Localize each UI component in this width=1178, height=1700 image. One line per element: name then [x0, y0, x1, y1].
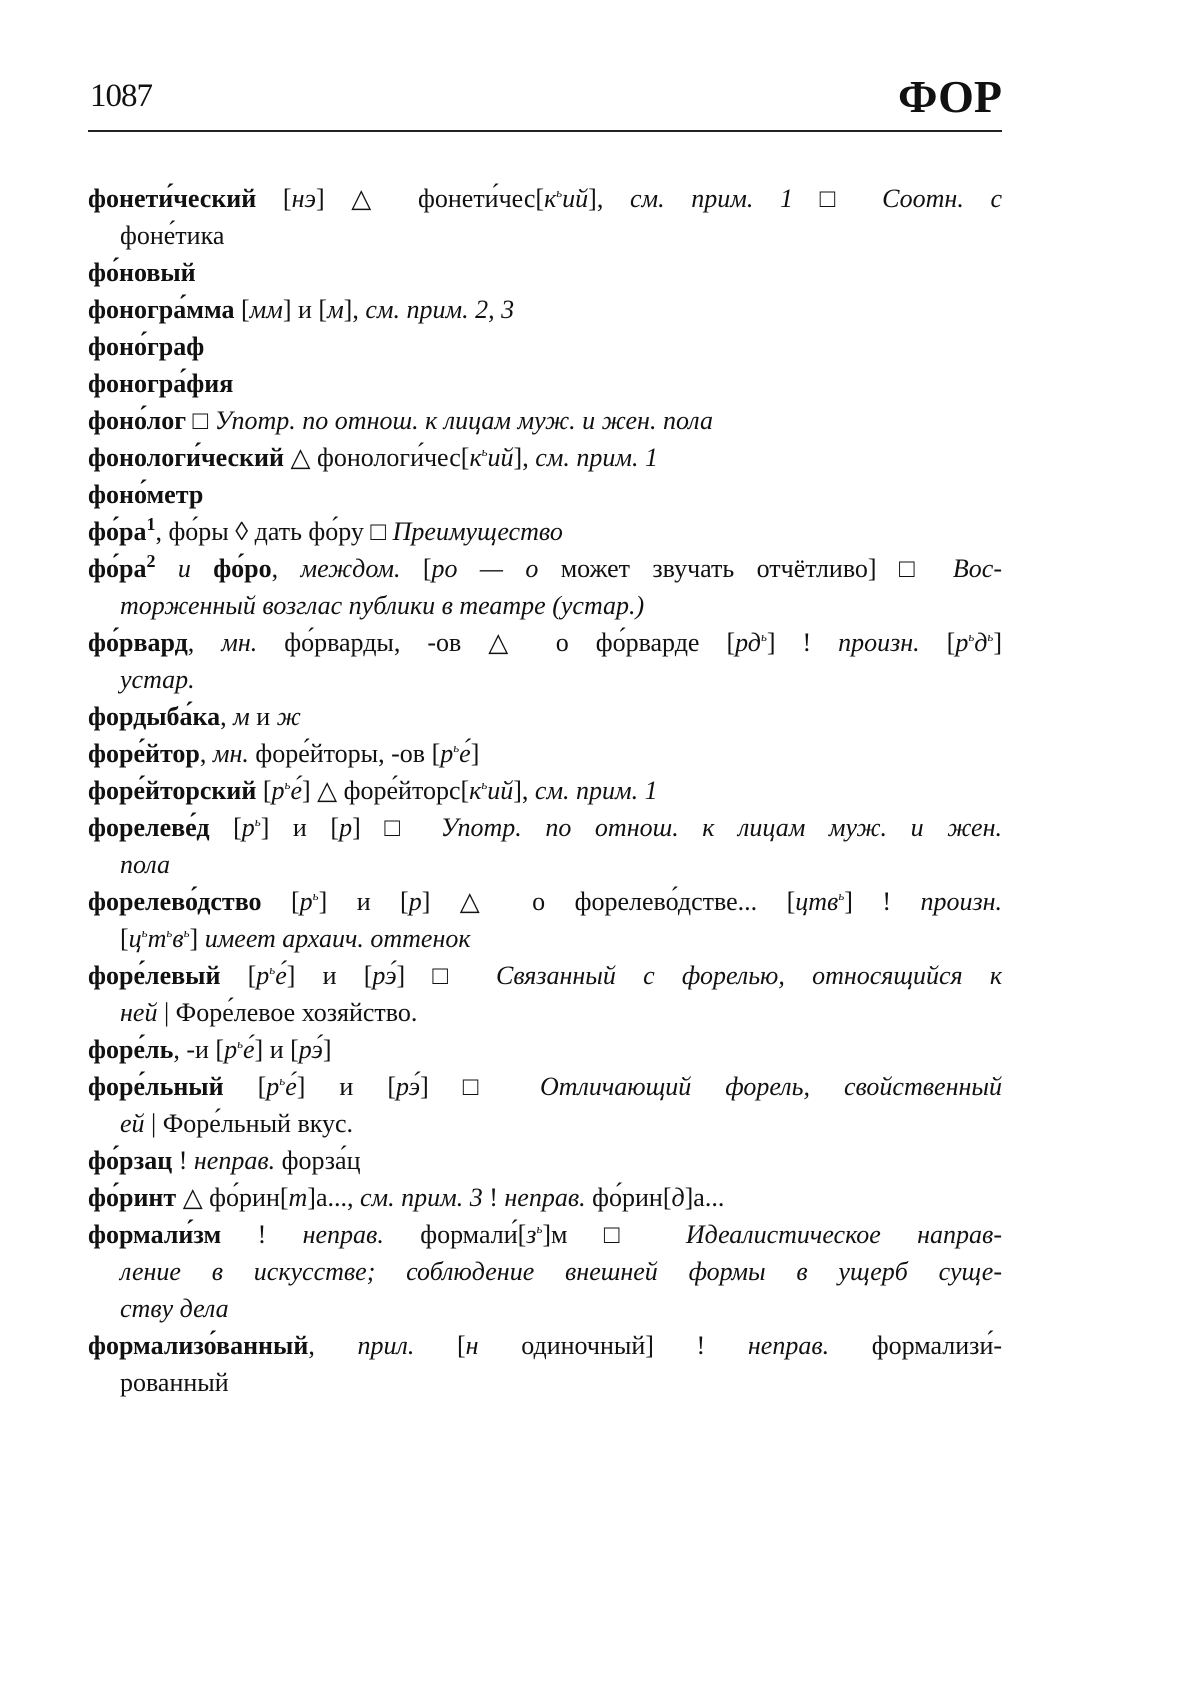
- dictionary-entry: [88, 513, 1002, 550]
- text: [: [223, 1072, 267, 1101]
- italic-text: в: [172, 924, 184, 953]
- italic-text: имеет архаич. оттенок: [204, 924, 471, 953]
- entry-continuation-line: [88, 217, 1002, 254]
- text: [: [414, 1331, 466, 1360]
- homonym-number: 1: [146, 514, 156, 534]
- text: ] □: [352, 813, 441, 842]
- entry-line: [88, 550, 1002, 587]
- softness-mark: ь: [269, 962, 276, 977]
- text: [: [120, 924, 129, 953]
- entry-line: [88, 439, 1002, 476]
- softness-mark: ь: [312, 888, 319, 903]
- italic-text: ий: [487, 443, 514, 472]
- text: !: [482, 1183, 505, 1212]
- entry-continuation-line: [88, 661, 1002, 698]
- text: [: [400, 554, 432, 583]
- text: ] и [: [260, 813, 340, 842]
- italic-text: рэ́: [372, 961, 397, 990]
- italic-text: р: [241, 813, 255, 842]
- text: одиночный] !: [478, 1331, 748, 1360]
- headword: фоногра́фия: [88, 369, 234, 398]
- italic-text: см. прим. 2, 3: [365, 295, 515, 324]
- dictionary-entry: [88, 1216, 1002, 1327]
- italic-text: т: [288, 1183, 308, 1212]
- text: ] и [: [282, 295, 328, 324]
- headword: форе́льный: [88, 1072, 224, 1101]
- softness-mark: ь: [760, 629, 767, 644]
- headword: фо́ринт: [88, 1183, 177, 1212]
- text: ]: [470, 739, 480, 768]
- text: [: [209, 813, 242, 842]
- dictionary-entry: [88, 772, 1002, 809]
- text: фо́рин[: [585, 1183, 672, 1212]
- text: [: [256, 776, 272, 805]
- italic-text: р: [224, 1035, 238, 1064]
- text: ,: [220, 702, 234, 731]
- text: может звучать отчётливо] □: [538, 554, 953, 583]
- italic-text: р: [271, 776, 285, 805]
- italic-text: неправ.: [504, 1183, 586, 1212]
- softness-mark: ь: [968, 629, 975, 644]
- text: и: [249, 702, 277, 731]
- text: ]а...: [684, 1183, 725, 1212]
- italic-text: устар.: [120, 665, 195, 694]
- italic-text: нэ: [291, 184, 316, 213]
- text: ] и [: [254, 1035, 299, 1064]
- entry-line: [88, 735, 1002, 772]
- entry-line: [88, 1068, 1002, 1105]
- headword: фо́ра: [88, 517, 147, 546]
- headword: фо́рвард: [88, 628, 188, 657]
- italic-text: ей: [120, 1109, 145, 1138]
- entry-line: [88, 772, 1002, 809]
- softness-mark: ь: [284, 777, 291, 792]
- entry-line: [88, 402, 1002, 439]
- page-number: 1087: [90, 78, 152, 114]
- softness-mark: ь: [536, 1221, 543, 1236]
- italic-text: д: [671, 1183, 685, 1212]
- text: [: [256, 184, 292, 213]
- entry-continuation-line: [88, 1290, 1002, 1327]
- italic-text: р: [299, 887, 313, 916]
- text: ] !: [766, 628, 839, 657]
- text: [: [234, 295, 250, 324]
- entry-continuation-line: [88, 846, 1002, 883]
- dictionary-entry: [88, 809, 1002, 883]
- text: ],: [513, 776, 535, 805]
- italic-text: Идеалистическое направ-: [685, 1220, 1002, 1249]
- italic-text: см. прим. 1: [629, 184, 793, 213]
- text: форза́ц: [275, 1146, 361, 1175]
- headword: формали́зм: [88, 1220, 222, 1249]
- headword: форелеве́д: [88, 813, 210, 842]
- text: форе́йторы, -ов [: [248, 739, 441, 768]
- text: ]: [189, 924, 205, 953]
- headword: фордыба́ка: [88, 702, 221, 731]
- text: ]: [993, 628, 1002, 657]
- headword: фонологи́ческий: [88, 443, 285, 472]
- dictionary-entry: [88, 180, 1002, 254]
- italic-text: е́: [459, 739, 471, 768]
- italic-text: см. прим. 1: [534, 776, 658, 805]
- text: , -и [: [173, 1035, 225, 1064]
- entry-continuation-line: [88, 1105, 1002, 1142]
- italic-text: р: [339, 813, 353, 842]
- entry-continuation-line: [88, 1253, 1002, 1290]
- italic-text: е́: [275, 961, 287, 990]
- text: ] и [: [286, 961, 373, 990]
- dictionary-entry: [88, 365, 1002, 402]
- entry-line: [88, 1142, 1002, 1179]
- text: ] △ о форелево́дстве... [: [421, 887, 796, 916]
- italic-text: мн.: [221, 628, 258, 657]
- entry-line: [88, 1327, 1002, 1364]
- text: фоне́тика: [120, 221, 225, 250]
- headword: форе́йторский: [88, 776, 257, 805]
- italic-text: ий: [562, 184, 589, 213]
- italic-text: к: [469, 443, 482, 472]
- text: !: [172, 1146, 194, 1175]
- text: △ фо́рин[: [176, 1183, 289, 1212]
- dictionary-entry: [88, 550, 1002, 624]
- italic-text: пола: [120, 850, 171, 879]
- softness-mark: ь: [237, 1036, 243, 1051]
- text: , фо́ры ◊ дать фо́ру □: [155, 517, 393, 546]
- dictionary-entry: [88, 1327, 1002, 1401]
- italic-text: з: [526, 1220, 537, 1249]
- entry-line: [88, 957, 1002, 994]
- text: □: [793, 184, 883, 213]
- italic-text: р: [408, 887, 422, 916]
- headword: форе́левый: [88, 961, 221, 990]
- italic-text: к: [544, 184, 557, 213]
- entry-line: [88, 624, 1002, 661]
- text: □: [186, 406, 215, 435]
- italic-text: см. прим. 3: [360, 1183, 483, 1212]
- italic-text: рд: [735, 628, 761, 657]
- italic-text: Соотн. с: [882, 184, 1002, 213]
- text: ]м □: [542, 1220, 686, 1249]
- dictionary-entry: [88, 1031, 1002, 1068]
- italic-text: р: [266, 1072, 280, 1101]
- headword: фо́рзац: [88, 1146, 173, 1175]
- italic-text: цтв: [795, 887, 839, 916]
- headword: фоно́граф: [88, 332, 205, 361]
- italic-text: рэ́: [395, 1072, 421, 1101]
- headword: форе́йтор: [88, 739, 200, 768]
- header-rule: [88, 130, 1002, 132]
- italic-text: мм: [249, 295, 283, 324]
- text: ]: [322, 1035, 332, 1064]
- italic-text: произн.: [838, 628, 920, 657]
- text: ] и [: [296, 1072, 396, 1101]
- entry-line: [88, 365, 1002, 402]
- italic-text: Отличающий форель, свойственный: [540, 1072, 1002, 1101]
- text: ],: [343, 295, 366, 324]
- entry-line: [88, 1179, 1002, 1216]
- italic-text: произн.: [920, 887, 1002, 916]
- softness-mark: ь: [838, 888, 845, 903]
- headword: фо́новый: [88, 258, 196, 287]
- italic-text: к: [469, 776, 482, 805]
- headword: фоногра́мма: [88, 295, 235, 324]
- italic-text: т: [147, 924, 167, 953]
- headword: формализо́ванный: [88, 1331, 309, 1360]
- text: ] !: [844, 887, 921, 916]
- dictionary-entry: [88, 1142, 1002, 1179]
- italic-text: ству дела: [120, 1294, 229, 1323]
- entry-line: [88, 809, 1002, 846]
- headword: форелево́дство: [88, 887, 262, 916]
- headword: фоно́метр: [88, 480, 204, 509]
- italic-text: неправ.: [302, 1220, 384, 1249]
- dictionary-entry: [88, 402, 1002, 439]
- dictionary-entries: [88, 180, 1002, 1401]
- italic-text: торженный возглас публики в театре (устар.): [120, 591, 645, 620]
- guide-word: ФОР: [898, 71, 1002, 122]
- softness-mark: ь: [481, 777, 488, 792]
- text: [: [220, 961, 257, 990]
- italic-text: м: [233, 702, 250, 731]
- dictionary-entry: [88, 957, 1002, 1031]
- text: формализи́-: [829, 1331, 1002, 1360]
- dictionary-entry: [88, 1179, 1002, 1216]
- italic-text: р: [256, 961, 270, 990]
- entry-line: [88, 1216, 1002, 1253]
- text: ,: [271, 554, 301, 583]
- softness-mark: ь: [279, 1073, 286, 1088]
- entry-line: [88, 1031, 1002, 1068]
- dictionary-entry: [88, 1068, 1002, 1142]
- entry-continuation-line: [88, 994, 1002, 1031]
- text: ] △ форе́йторс[: [301, 776, 470, 805]
- italic-text: ц: [128, 924, 142, 953]
- text: [: [919, 628, 956, 657]
- entry-continuation-line: [88, 920, 1002, 957]
- text: | Форе́льный вкус.: [144, 1109, 354, 1138]
- entry-line: [88, 698, 1002, 735]
- dictionary-entry: [88, 624, 1002, 698]
- dictionary-entry: [88, 698, 1002, 735]
- italic-text: и: [155, 554, 214, 583]
- entry-line: [88, 254, 1002, 291]
- italic-text: е́: [285, 1072, 297, 1101]
- headword: фо́ро: [213, 554, 272, 583]
- text: ],: [513, 443, 536, 472]
- italic-text: рэ́: [298, 1035, 323, 1064]
- text: фо́рварды, -ов △ о фо́рварде [: [257, 628, 736, 657]
- text: ] и [: [318, 887, 409, 916]
- entry-line: [88, 513, 1002, 550]
- text: | Форе́левое хозяйство.: [157, 998, 418, 1027]
- softness-mark: ь: [556, 185, 563, 200]
- homonym-number: 2: [146, 551, 156, 571]
- italic-text: Вос-: [952, 554, 1002, 583]
- entry-continuation-line: [88, 1364, 1002, 1401]
- text: формали́[: [383, 1220, 527, 1249]
- entry-line: [88, 476, 1002, 513]
- entry-line: [88, 883, 1002, 920]
- softness-mark: ь: [166, 925, 173, 940]
- italic-text: неправ.: [747, 1331, 830, 1360]
- text: ] □: [396, 961, 496, 990]
- headword: форе́ль: [88, 1035, 174, 1064]
- italic-text: междом.: [300, 554, 401, 583]
- italic-text: е́: [290, 776, 302, 805]
- softness-mark: ь: [141, 925, 148, 940]
- text: рованный: [120, 1368, 229, 1397]
- italic-text: н: [465, 1331, 479, 1360]
- italic-text: ней: [120, 998, 158, 1027]
- italic-text: р: [440, 739, 454, 768]
- text: ,: [199, 739, 213, 768]
- italic-text: ий: [487, 776, 514, 805]
- text: ],: [588, 184, 630, 213]
- italic-text: Связанный с форелью, относящийся к: [496, 961, 1002, 990]
- text: ] □: [420, 1072, 540, 1101]
- softness-mark: ь: [254, 814, 261, 829]
- entry-line: [88, 328, 1002, 365]
- dictionary-entry: [88, 254, 1002, 291]
- headword: фоно́лог: [88, 406, 187, 435]
- softness-mark: ь: [987, 629, 994, 644]
- text: [: [261, 887, 300, 916]
- headword: фонети́ческий: [88, 184, 257, 213]
- dictionary-entry: [88, 476, 1002, 513]
- headword: фо́ра: [88, 554, 147, 583]
- italic-text: р: [955, 628, 969, 657]
- italic-text: ление в искусстве; соблюдение внешней формы в ущерб суще-: [120, 1257, 1002, 1286]
- softness-mark: ь: [453, 740, 460, 755]
- entry-line: [88, 291, 1002, 328]
- italic-text: ж: [276, 702, 301, 731]
- text: ,: [308, 1331, 358, 1360]
- italic-text: Употр. по отнош. к лицам муж. и жен.: [440, 813, 1002, 842]
- dictionary-entry: [88, 328, 1002, 365]
- softness-mark: ь: [481, 444, 488, 459]
- italic-text: е́: [242, 1035, 255, 1064]
- text: △ фонологи́чес[: [284, 443, 470, 472]
- italic-text: д: [974, 628, 988, 657]
- italic-text: ро — о: [431, 554, 539, 583]
- text: !: [221, 1220, 303, 1249]
- italic-text: см. прим. 1: [535, 443, 658, 472]
- text: ] △ фонети́чес[: [315, 184, 545, 213]
- dictionary-entry: [88, 883, 1002, 957]
- italic-text: неправ.: [193, 1146, 276, 1175]
- entry-line: [88, 180, 1002, 217]
- softness-mark: ь: [183, 925, 190, 940]
- dictionary-entry: [88, 735, 1002, 772]
- italic-text: прил.: [357, 1331, 415, 1360]
- entry-continuation-line: [88, 587, 1002, 624]
- text: ]а...,: [307, 1183, 360, 1212]
- dictionary-entry: [88, 291, 1002, 328]
- italic-text: мн.: [212, 739, 249, 768]
- italic-text: Преимущество: [392, 517, 563, 546]
- italic-text: Употр. по отнош. к лицам муж. и жен. пола: [214, 406, 713, 435]
- dictionary-entry: [88, 439, 1002, 476]
- text: ,: [187, 628, 222, 657]
- italic-text: м: [327, 295, 344, 324]
